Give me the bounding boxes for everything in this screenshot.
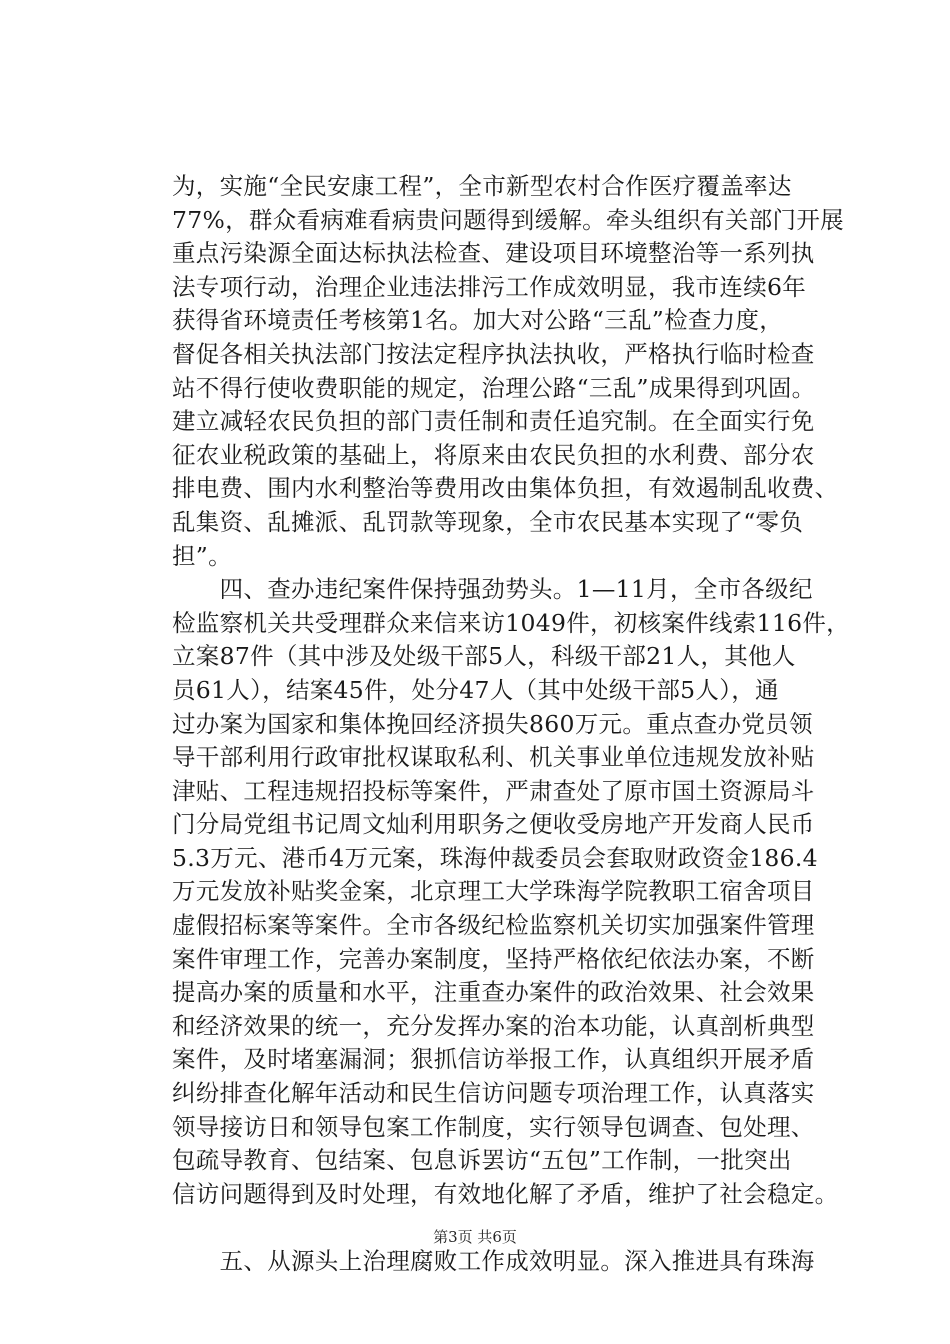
- text-line: 员61人），结案45件，处分47人（其中处级干部5人），通: [172, 675, 779, 704]
- text-line: 案件，及时堵塞漏洞；狠抓信访举报工作，认真组织开展矛盾: [172, 1045, 815, 1074]
- text-line: 77%，群众看病难看病贵问题得到缓解。牵头组织有关部门开展: [172, 205, 844, 234]
- text-line: 和经济效果的统一，充分发挥办案的治本功能，认真剖析典型: [172, 1011, 815, 1040]
- text-line: 门分局党组书记周文灿利用职务之便收受房地产开发商人民币: [172, 810, 815, 839]
- text-line: 建立减轻农民负担的部门责任制和责任追究制。在全面实行免: [172, 407, 815, 436]
- text-line: 征农业税政策的基础上，将原来由农民负担的水利费、部分农: [172, 440, 815, 469]
- text-line: 过办案为国家和集体挽回经济损失860万元。重点查办党员领: [172, 709, 813, 738]
- text-line: 担”。: [172, 541, 232, 570]
- text-line: 案件审理工作，完善办案制度，坚持严格依纪依法办案，不断: [172, 944, 815, 973]
- text-line: 领导接访日和领导包案工作制度，实行领导包调查、包处理、: [172, 1112, 815, 1141]
- text-line: 立案87件（其中涉及处级干部5人，科级干部21人，其他人: [172, 642, 796, 671]
- page-footer: 第3页 共6页: [433, 1228, 517, 1246]
- text-line: 纠纷排查化解年活动和民生信访问题专项治理工作，认真落实: [172, 1079, 815, 1108]
- text-line: 为，实施“全民安康工程”，全市新型农村合作医疗覆盖率达: [172, 172, 792, 200]
- document-body: [172, 170, 852, 1279]
- text-line: 提高办案的质量和水平，注重查办案件的政治效果、社会效果: [172, 978, 815, 1007]
- text-line: 检监察机关共受理群众来信来访1049件，初核案件线索116件，: [172, 608, 850, 637]
- text-line: 万元发放补贴奖金案，北京理工大学珠海学院教职工宿舍项目: [172, 877, 815, 906]
- text-line: 排电费、围内水利整治等费用改由集体负担，有效遏制乱收费、: [172, 474, 839, 503]
- text-line: 虚假招标案等案件。全市各级纪检监察机关切实加强案件管理: [172, 911, 815, 940]
- text-line: 乱集资、乱摊派、乱罚款等现象，全市农民基本实现了“零负: [172, 507, 804, 536]
- text-line: 津贴、工程违规招投标等案件，严肃查处了原市国土资源局斗: [172, 776, 815, 805]
- text-line: 信访问题得到及时处理，有效地化解了矛盾，维护了社会稳定。: [172, 1179, 839, 1208]
- text-line: 法专项行动，治理企业违法排污工作成效明显，我市连续6年: [172, 272, 807, 301]
- text-line: 站不得行使收费职能的规定，治理公路“三乱”成果得到巩固。: [172, 373, 816, 402]
- text-line: 重点污染源全面达标执法检查、建设项目环境整治等一系列执: [172, 239, 815, 268]
- text-line: 五、从源头上治理腐败工作成效明显。深入推进具有珠海: [172, 1247, 815, 1275]
- text-line: 5.3万元、港币4万元案，珠海仲裁委员会套取财政资金186.4: [172, 843, 818, 872]
- text-line: 包疏导教育、包结案、包息诉罢访“五包”工作制，一批突出: [172, 1146, 792, 1175]
- text-line: 四、查办违纪案件保持强劲势头。1—11月，全市各级纪: [172, 575, 813, 604]
- text-line: 督促各相关执法部门按法定程序执法执收，严格执行临时检查: [172, 339, 815, 368]
- text-line: 获得省环境责任考核第1名。加大对公路“三乱”检查力度，: [172, 306, 784, 335]
- text-line: 导干部利用行政审批权谋取私利、机关事业单位违规发放补贴: [172, 743, 815, 772]
